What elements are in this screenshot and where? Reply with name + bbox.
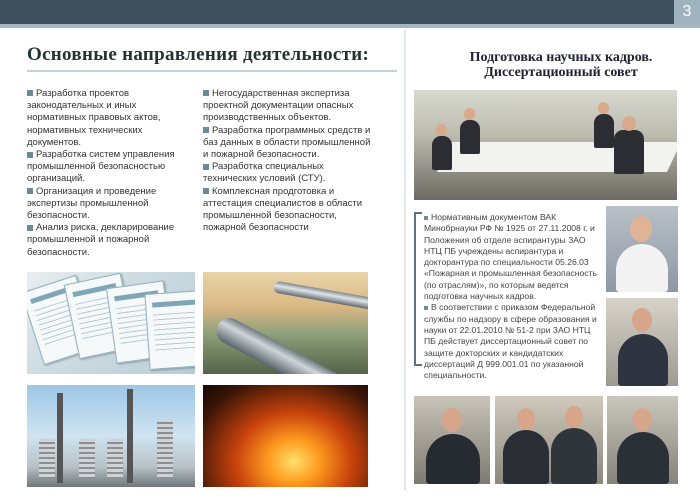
- paragraph: Нормативным документом ВАК Минобрнауки РФ № 1925 от 27.11.2008 г. и Положения об отделе аспирантуры ЗАО НТЦ ПБ учреждены аспирантура и докторантура по специальности 05.26.03 «Пожарная и промышленная безопасность (по отраслям)», по которым ведется подготовка научных кадров.: [424, 212, 598, 302]
- paragraph: В соответствии с приказом Федеральной службы по надзору в сфере образования и науки от 22.01.2010 № 51-2 при ЗАО НТЦ ПБ действует диссертационный совет по защите докторских и кандидатских диссертаций Д 999.001.01 по указанной специальности.: [424, 302, 597, 381]
- bullet-icon: [27, 152, 33, 158]
- pipeline-photo: [203, 272, 368, 374]
- dissertation-council-text: [424, 212, 600, 381]
- bullet-icon: [203, 188, 209, 194]
- activity-item: Разработка систем управления промышленной безопасностью организаций.: [27, 149, 175, 185]
- page-number: 3: [674, 0, 700, 24]
- bullet-icon: [27, 90, 33, 96]
- activity-item: Комплексная продготовка и аттестация специалистов в области промышленной безопасности, пожарной безопасности: [203, 185, 363, 234]
- activities-column-2: [203, 88, 371, 234]
- member-portrait: [607, 396, 678, 484]
- page-divider: [404, 30, 406, 490]
- activity-item: Разработка программных средств и баз данных в области промышленной и пожарной безопасности.: [203, 124, 371, 161]
- bullet-icon: [424, 306, 428, 310]
- top-bar-accent: [0, 24, 700, 28]
- bullet-icon: [27, 188, 33, 194]
- left-heading: Основные направления деятельности:: [27, 44, 370, 65]
- text-bracket: [414, 212, 422, 366]
- documents-photo: [27, 272, 195, 374]
- activity-item: Организация и проведение экспертизы промышленной безопасности.: [27, 185, 157, 222]
- member-portrait: [414, 396, 490, 484]
- bullet-icon: [203, 90, 209, 96]
- activity-item: Разработка специальных технических условий (СТУ).: [203, 161, 326, 185]
- speaker-portrait: [606, 298, 678, 386]
- heading-underline: [27, 70, 397, 72]
- activity-item: Негосударственная экспертиза проектной документации опасных производственных объектов.: [203, 88, 354, 124]
- right-heading: Подготовка научных кадров. Диссертационный совет: [469, 50, 653, 80]
- bullet-icon: [424, 216, 428, 220]
- top-bar: [0, 0, 700, 24]
- speaker-portrait: [606, 206, 678, 292]
- bullet-icon: [27, 225, 33, 231]
- activity-item: Анализ риска, декларирование промышленной и пожарной безопасности.: [27, 222, 175, 258]
- members-group-photo: [495, 396, 603, 484]
- activities-column-1: [27, 88, 197, 259]
- council-meeting-photo: [414, 90, 677, 200]
- substation-photo: [27, 385, 195, 487]
- activity-item: Разработка проектов законодательных и иных нормативных правовых актов, нормативных технических документов.: [27, 88, 161, 148]
- bullet-icon: [203, 164, 209, 170]
- bullet-icon: [203, 127, 209, 133]
- steel-mill-photo: [203, 385, 368, 487]
